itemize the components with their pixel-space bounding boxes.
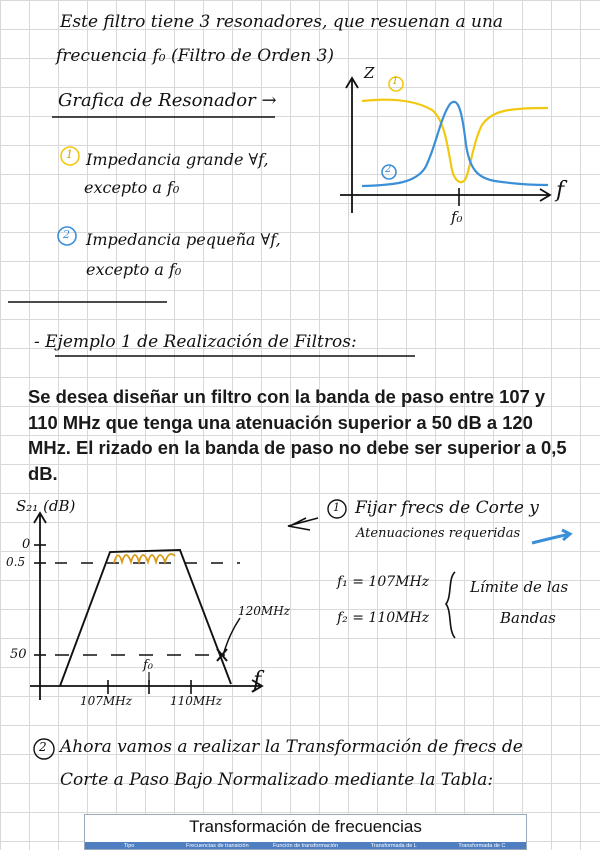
filter-y-tick-50-label: 50	[10, 647, 27, 662]
item1-number: 1	[66, 148, 73, 161]
filter-y-tick-05-label: 0.5	[6, 555, 26, 569]
filter-y-axis	[34, 513, 46, 700]
step2-number: 2	[39, 740, 47, 754]
step2-line-2: Corte a Paso Bajo Normalizado mediante la Tabla:	[60, 770, 494, 790]
filter-x-tick-2-label: 110MHz	[170, 694, 222, 708]
resonator-tick-label: f₀	[451, 208, 463, 226]
f2-equation: f₂ = 110MHz	[337, 610, 430, 626]
filter-x-label: f	[253, 668, 262, 693]
table-title: Transformación de frecuencias	[189, 817, 422, 836]
limits-brace	[446, 572, 455, 638]
item2-line-1: Impedancia pequeña ∀f,	[86, 230, 281, 249]
resonator-sketch	[340, 77, 550, 213]
resonator-y-label: Z	[364, 64, 375, 82]
table-header-cell: Función de transformación	[272, 843, 339, 849]
filter-ripple	[114, 554, 175, 563]
resonator-x-label: f	[556, 178, 565, 203]
step1-number: 1	[333, 501, 340, 514]
filter-center-label: f₀	[143, 658, 154, 673]
step1-line-1: Fijar frecs de Corte y	[355, 498, 539, 518]
filter-x-axis	[30, 680, 262, 692]
table-header-cell: Transformada de L	[370, 843, 417, 849]
item2-line-2: excepto a f₀	[86, 260, 182, 279]
item1-line-1: Impedancia grande ∀f,	[86, 150, 269, 169]
limits-line-1: Límite de las	[470, 578, 569, 596]
graph-heading: Grafica de Resonador →	[58, 90, 277, 111]
filter-stop-leader	[224, 618, 240, 652]
table-header-row	[85, 842, 526, 850]
frequency-transform-table	[84, 814, 527, 850]
filter-y-label: S₂₁ (dB)	[16, 497, 76, 515]
table-header-cell: Transformada de C	[458, 843, 506, 849]
limits-line-2: Bandas	[500, 609, 556, 627]
example-title: - Ejemplo 1 de Realización de Filtros:	[34, 332, 357, 352]
table-header-cell: Tipo	[123, 843, 135, 849]
resonator-x-axis	[340, 189, 550, 201]
item1-line-2: excepto a f₀	[84, 178, 180, 197]
filter-y-tick-0-label: 0	[22, 537, 31, 552]
intro-line-1: Este filtro tiene 3 resonadores, que resuenan a una	[60, 12, 504, 32]
problem-statement: Se desea diseñar un filtro con la banda de paso entre 107 y 110 MHz que tenga una atenuación superior a 50 dB a 120 MHz. El rizado en la banda de paso no debe ser superior a 0,5 dB.	[28, 386, 567, 484]
step2-line-1: Ahora vamos a realizar la Transformación de frecs de	[60, 737, 523, 757]
filter-stop-label: 120MHz	[238, 604, 290, 618]
resonator-curve-2-tag: 2	[385, 164, 392, 175]
resonator-y-axis	[346, 78, 358, 213]
filter-x-tick-1-label: 107MHz	[80, 694, 132, 708]
f1-equation: f₁ = 107MHz	[337, 574, 430, 590]
step1-line-2: Atenuaciones requeridas	[356, 526, 521, 541]
item2-number: 2	[63, 228, 70, 241]
intro-line-2: frecuencia f₀ (Filtro de Orden 3)	[56, 46, 335, 66]
table-header-cell: Frecuencias de transición	[185, 843, 249, 849]
highlight-squiggle	[532, 530, 570, 543]
pointer-arrow	[288, 518, 318, 530]
resonator-curve-1-tag: 1	[392, 76, 399, 87]
